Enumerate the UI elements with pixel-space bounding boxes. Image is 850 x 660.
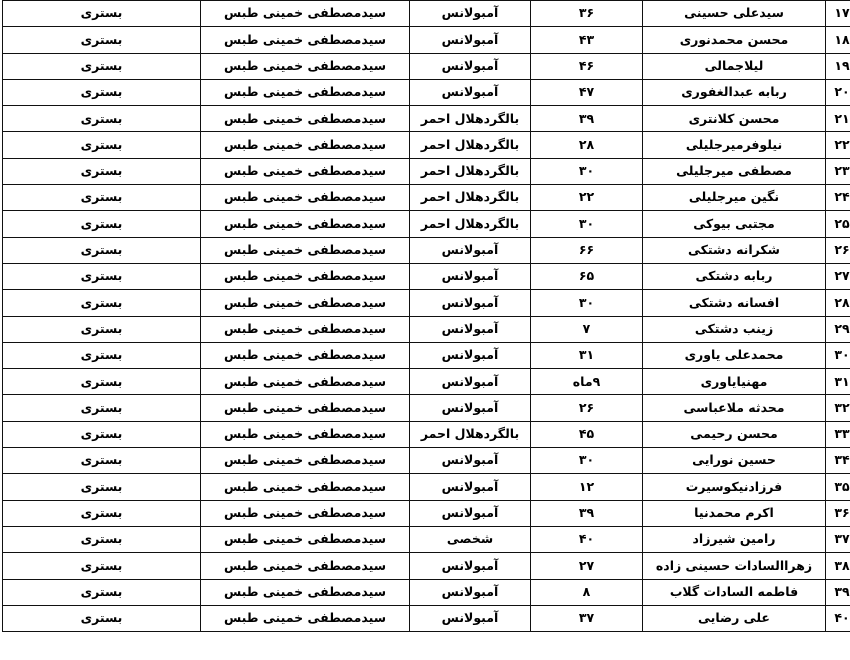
hospital-cell: سیدمصطفی خمینی طبس bbox=[201, 395, 410, 421]
row-number-cell: ۲۲ bbox=[826, 132, 850, 158]
table-row bbox=[3, 158, 850, 184]
person-name-cell: مجتبی بیوکی bbox=[643, 211, 826, 237]
person-name-cell: محسن رحیمی bbox=[643, 421, 826, 447]
person-name-cell: علی رضایی bbox=[643, 605, 826, 631]
status-cell: بستری bbox=[3, 263, 201, 289]
age-cell: ۴۶ bbox=[531, 53, 643, 79]
hospital-cell: سیدمصطفی خمینی طبس bbox=[201, 448, 410, 474]
row-number-cell: ۳۰ bbox=[826, 342, 850, 368]
table-row bbox=[3, 474, 850, 500]
status-cell: بستری bbox=[3, 132, 201, 158]
table-row bbox=[3, 53, 850, 79]
person-name-cell: فاطمه السادات گلاب bbox=[643, 579, 826, 605]
transport-method-cell: آمبولانس bbox=[410, 79, 531, 105]
transport-method-cell: آمبولانس bbox=[410, 53, 531, 79]
casualty-table-body bbox=[3, 1, 850, 632]
hospital-cell: سیدمصطفی خمینی طبس bbox=[201, 474, 410, 500]
table-row bbox=[3, 526, 850, 552]
table-row bbox=[3, 579, 850, 605]
row-number-cell: ۲۴ bbox=[826, 185, 850, 211]
status-cell: بستری bbox=[3, 316, 201, 342]
transport-method-cell: آمبولانس bbox=[410, 27, 531, 53]
table-row bbox=[3, 1, 850, 27]
table-row bbox=[3, 500, 850, 526]
hospital-cell: سیدمصطفی خمینی طبس bbox=[201, 132, 410, 158]
age-cell: ۳۱ bbox=[531, 342, 643, 368]
transport-method-cell: بالگردهلال احمر bbox=[410, 106, 531, 132]
person-name-cell: مهنیایاوری bbox=[643, 369, 826, 395]
transport-method-cell: آمبولانس bbox=[410, 553, 531, 579]
status-cell: بستری bbox=[3, 500, 201, 526]
row-number-cell: ۳۵ bbox=[826, 474, 850, 500]
row-number-cell: ۳۶ bbox=[826, 500, 850, 526]
transport-method-cell: آمبولانس bbox=[410, 342, 531, 368]
table-row bbox=[3, 185, 850, 211]
age-cell: ۹ماه bbox=[531, 369, 643, 395]
person-name-cell: سیدعلی حسینی bbox=[643, 1, 826, 27]
status-cell: بستری bbox=[3, 185, 201, 211]
table-row bbox=[3, 106, 850, 132]
status-cell: بستری bbox=[3, 369, 201, 395]
row-number-cell: ۳۴ bbox=[826, 448, 850, 474]
transport-method-cell: آمبولانس bbox=[410, 579, 531, 605]
transport-method-cell: آمبولانس bbox=[410, 605, 531, 631]
transport-method-cell: بالگردهلال احمر bbox=[410, 421, 531, 447]
table-row bbox=[3, 605, 850, 631]
person-name-cell: زهراالسادات حسینی زاده bbox=[643, 553, 826, 579]
hospital-cell: سیدمصطفی خمینی طبس bbox=[201, 158, 410, 184]
transport-method-cell: آمبولانس bbox=[410, 500, 531, 526]
person-name-cell: زینب دشتکی bbox=[643, 316, 826, 342]
person-name-cell: شکرانه دشتکی bbox=[643, 237, 826, 263]
age-cell: ۱۲ bbox=[531, 474, 643, 500]
row-number-cell: ۳۷ bbox=[826, 526, 850, 552]
row-number-cell: ۱۷ bbox=[826, 1, 850, 27]
hospital-cell: سیدمصطفی خمینی طبس bbox=[201, 342, 410, 368]
age-cell: ۶۶ bbox=[531, 237, 643, 263]
person-name-cell: حسین نورایی bbox=[643, 448, 826, 474]
transport-method-cell: آمبولانس bbox=[410, 395, 531, 421]
row-number-cell: ۴۰ bbox=[826, 605, 850, 631]
row-number-cell: ۱۹ bbox=[826, 53, 850, 79]
row-number-cell: ۲۷ bbox=[826, 263, 850, 289]
transport-method-cell: آمبولانس bbox=[410, 237, 531, 263]
transport-method-cell: آمبولانس bbox=[410, 369, 531, 395]
row-number-cell: ۳۸ bbox=[826, 553, 850, 579]
status-cell: بستری bbox=[3, 53, 201, 79]
transport-method-cell: آمبولانس bbox=[410, 263, 531, 289]
casualty-table bbox=[2, 0, 850, 632]
hospital-cell: سیدمصطفی خمینی طبس bbox=[201, 79, 410, 105]
hospital-cell: سیدمصطفی خمینی طبس bbox=[201, 1, 410, 27]
transport-method-cell: بالگردهلال احمر bbox=[410, 132, 531, 158]
status-cell: بستری bbox=[3, 290, 201, 316]
age-cell: ۳۰ bbox=[531, 211, 643, 237]
hospital-cell: سیدمصطفی خمینی طبس bbox=[201, 579, 410, 605]
person-name-cell: افسانه دشتکی bbox=[643, 290, 826, 316]
age-cell: ۴۳ bbox=[531, 27, 643, 53]
table-row bbox=[3, 448, 850, 474]
status-cell: بستری bbox=[3, 27, 201, 53]
table-row bbox=[3, 342, 850, 368]
age-cell: ۲۸ bbox=[531, 132, 643, 158]
transport-method-cell: بالگردهلال احمر bbox=[410, 211, 531, 237]
hospital-cell: سیدمصطفی خمینی طبس bbox=[201, 421, 410, 447]
hospital-cell: سیدمصطفی خمینی طبس bbox=[201, 211, 410, 237]
age-cell: ۴۷ bbox=[531, 79, 643, 105]
age-cell: ۲۲ bbox=[531, 185, 643, 211]
person-name-cell: محدثه ملاعباسی bbox=[643, 395, 826, 421]
row-number-cell: ۲۹ bbox=[826, 316, 850, 342]
status-cell: بستری bbox=[3, 448, 201, 474]
hospital-cell: سیدمصطفی خمینی طبس bbox=[201, 27, 410, 53]
table-row bbox=[3, 421, 850, 447]
status-cell: بستری bbox=[3, 342, 201, 368]
status-cell: بستری bbox=[3, 421, 201, 447]
table-row bbox=[3, 369, 850, 395]
row-number-cell: ۳۳ bbox=[826, 421, 850, 447]
status-cell: بستری bbox=[3, 79, 201, 105]
person-name-cell: رامین شیرزاد bbox=[643, 526, 826, 552]
status-cell: بستری bbox=[3, 605, 201, 631]
hospital-cell: سیدمصطفی خمینی طبس bbox=[201, 185, 410, 211]
transport-method-cell: آمبولانس bbox=[410, 1, 531, 27]
transport-method-cell: آمبولانس bbox=[410, 316, 531, 342]
table-row bbox=[3, 553, 850, 579]
age-cell: ۲۷ bbox=[531, 553, 643, 579]
status-cell: بستری bbox=[3, 553, 201, 579]
table-row bbox=[3, 395, 850, 421]
transport-method-cell: آمبولانس bbox=[410, 290, 531, 316]
status-cell: بستری bbox=[3, 237, 201, 263]
table-row bbox=[3, 27, 850, 53]
person-name-cell: فرزادنیکوسیرت bbox=[643, 474, 826, 500]
hospital-cell: سیدمصطفی خمینی طبس bbox=[201, 106, 410, 132]
row-number-cell: ۳۱ bbox=[826, 369, 850, 395]
status-cell: بستری bbox=[3, 106, 201, 132]
person-name-cell: محمدعلی یاوری bbox=[643, 342, 826, 368]
status-cell: بستری bbox=[3, 474, 201, 500]
person-name-cell: اکرم محمدنیا bbox=[643, 500, 826, 526]
row-number-cell: ۲۱ bbox=[826, 106, 850, 132]
age-cell: ۴۵ bbox=[531, 421, 643, 447]
table-row bbox=[3, 263, 850, 289]
status-cell: بستری bbox=[3, 211, 201, 237]
hospital-cell: سیدمصطفی خمینی طبس bbox=[201, 290, 410, 316]
age-cell: ۳۹ bbox=[531, 106, 643, 132]
row-number-cell: ۲۵ bbox=[826, 211, 850, 237]
transport-method-cell: آمبولانس bbox=[410, 474, 531, 500]
hospital-cell: سیدمصطفی خمینی طبس bbox=[201, 553, 410, 579]
person-name-cell: نگین میرجلیلی bbox=[643, 185, 826, 211]
table-row bbox=[3, 132, 850, 158]
age-cell: ۶۵ bbox=[531, 263, 643, 289]
row-number-cell: ۲۶ bbox=[826, 237, 850, 263]
age-cell: ۳۰ bbox=[531, 158, 643, 184]
hospital-cell: سیدمصطفی خمینی طبس bbox=[201, 53, 410, 79]
age-cell: ۳۰ bbox=[531, 290, 643, 316]
row-number-cell: ۲۸ bbox=[826, 290, 850, 316]
table-row bbox=[3, 79, 850, 105]
transport-method-cell: شخصی bbox=[410, 526, 531, 552]
age-cell: ۷ bbox=[531, 316, 643, 342]
transport-method-cell: بالگردهلال احمر bbox=[410, 185, 531, 211]
table-row bbox=[3, 237, 850, 263]
hospital-cell: سیدمصطفی خمینی طبس bbox=[201, 316, 410, 342]
person-name-cell: ربابه دشتکی bbox=[643, 263, 826, 289]
age-cell: ۳۰ bbox=[531, 448, 643, 474]
age-cell: ۳۶ bbox=[531, 1, 643, 27]
person-name-cell: محسن محمدنوری bbox=[643, 27, 826, 53]
person-name-cell: نیلوفرمیرجلیلی bbox=[643, 132, 826, 158]
table-row bbox=[3, 211, 850, 237]
age-cell: ۴۰ bbox=[531, 526, 643, 552]
hospital-cell: سیدمصطفی خمینی طبس bbox=[201, 605, 410, 631]
status-cell: بستری bbox=[3, 526, 201, 552]
age-cell: ۸ bbox=[531, 579, 643, 605]
hospital-cell: سیدمصطفی خمینی طبس bbox=[201, 237, 410, 263]
status-cell: بستری bbox=[3, 579, 201, 605]
person-name-cell: ربابه عبدالغفوری bbox=[643, 79, 826, 105]
status-cell: بستری bbox=[3, 395, 201, 421]
status-cell: بستری bbox=[3, 158, 201, 184]
table-row bbox=[3, 290, 850, 316]
row-number-cell: ۱۸ bbox=[826, 27, 850, 53]
hospital-cell: سیدمصطفی خمینی طبس bbox=[201, 263, 410, 289]
age-cell: ۳۹ bbox=[531, 500, 643, 526]
status-cell: بستری bbox=[3, 1, 201, 27]
age-cell: ۳۷ bbox=[531, 605, 643, 631]
person-name-cell: مصطفی میرجلیلی bbox=[643, 158, 826, 184]
person-name-cell: محسن کلانتری bbox=[643, 106, 826, 132]
transport-method-cell: بالگردهلال احمر bbox=[410, 158, 531, 184]
row-number-cell: ۲۰ bbox=[826, 79, 850, 105]
person-name-cell: لیلاجمالی bbox=[643, 53, 826, 79]
hospital-cell: سیدمصطفی خمینی طبس bbox=[201, 526, 410, 552]
hospital-cell: سیدمصطفی خمینی طبس bbox=[201, 369, 410, 395]
transport-method-cell: آمبولانس bbox=[410, 448, 531, 474]
row-number-cell: ۳۹ bbox=[826, 579, 850, 605]
age-cell: ۲۶ bbox=[531, 395, 643, 421]
row-number-cell: ۲۳ bbox=[826, 158, 850, 184]
row-number-cell: ۳۲ bbox=[826, 395, 850, 421]
table-row bbox=[3, 316, 850, 342]
hospital-cell: سیدمصطفی خمینی طبس bbox=[201, 500, 410, 526]
